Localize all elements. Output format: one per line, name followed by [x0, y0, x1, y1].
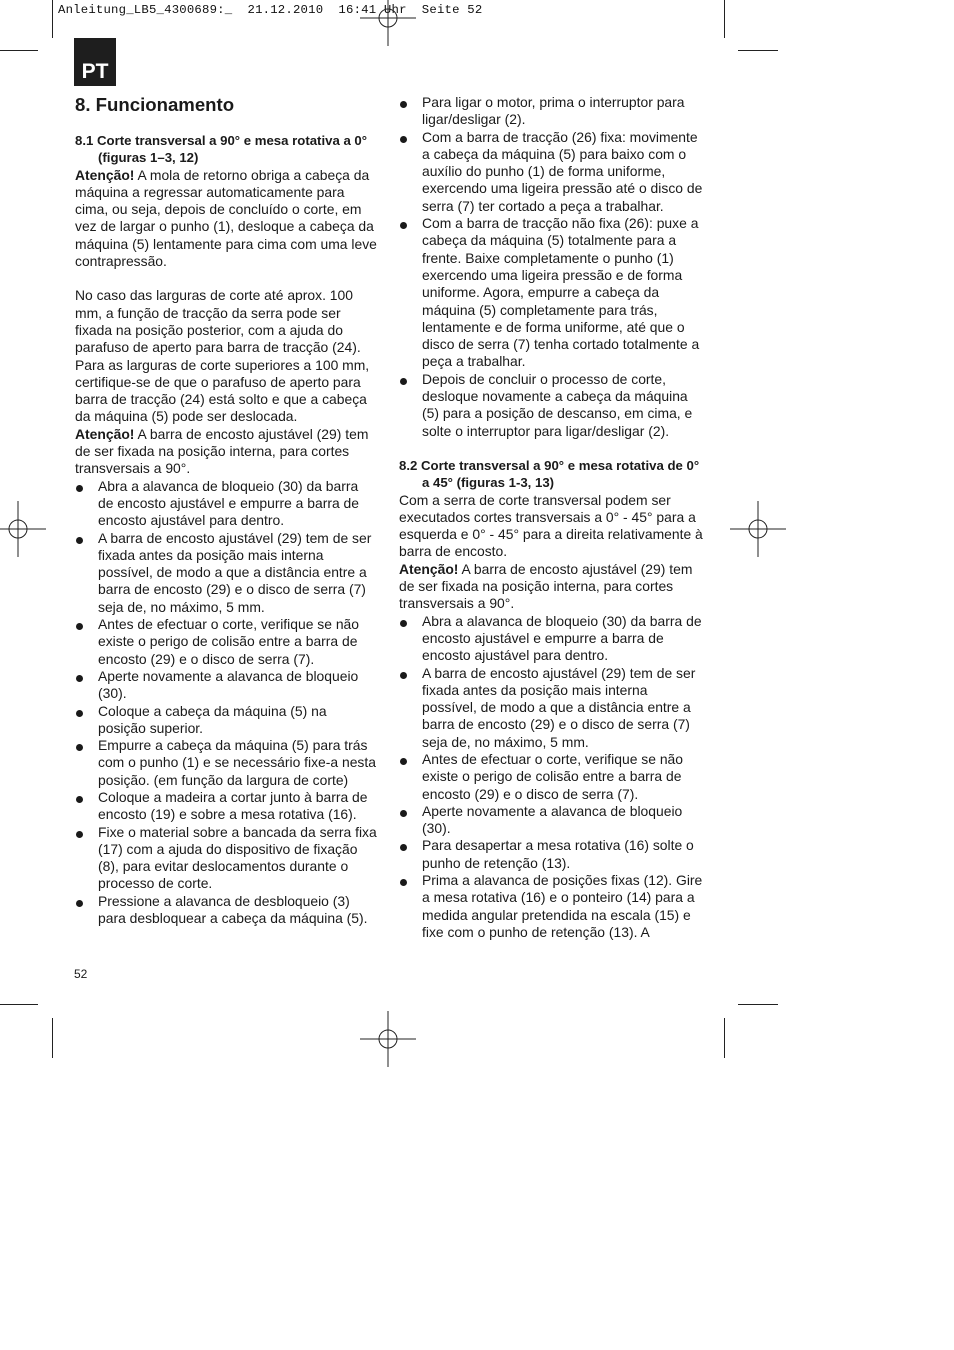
registration-mark-bottom	[360, 1011, 416, 1067]
crop-mark	[724, 1018, 725, 1058]
list-item: Prima a alavanca de posições fixas (12). Gire a mesa rotativa (16) e o ponteiro (14) para a medida angular pretendida na escala (15) e fixe com o punho de retenção (13). A	[399, 872, 705, 941]
list-item: Com a barra de tracção não fixa (26): puxe a cabeça da máquina (5) totalmente para a frente. Baixe completamente o punho (1) exercendo uma ligeira pressão e de forma uniforme. Agora, empurre a cabeça da máquina (5) completamente para trás, lentamente e de forma uniforme, até que o disco de serra (7) tenha cortado totalmente a peça a trabalhar.	[399, 215, 705, 371]
print-header: Anleitung_LB5_4300689:_ 21.12.2010 16:41 Uhr Seite 52	[58, 3, 483, 17]
attention-text: A barra de encosto ajustável (29) tem de ser fixada na posição interna, para cortes transversais a 90°.	[399, 560, 693, 612]
section-title: 8. Funcionamento	[75, 94, 235, 115]
list-item: Pressione a alavanca de desbloqueio (3) para desbloquear a cabeça da máquina (5).	[75, 893, 377, 928]
instruction-list	[399, 94, 705, 440]
attention-text: A barra de encosto ajustável (29) tem de ser fixada na posição interna, para cortes transversais a 90°.	[75, 425, 369, 477]
list-item: Aperte novamente a alavanca de bloqueio (30).	[75, 668, 377, 703]
registration-mark-top	[360, 0, 416, 46]
list-item: Depois de concluir o processo de corte, desloque novamente a cabeça da máquina (5) para a posição de descanso, em cima, e solte o interruptor para ligar/desligar (2).	[399, 371, 705, 440]
registration-mark-right	[730, 501, 786, 557]
crop-mark	[52, 0, 53, 38]
list-item: A barra de encosto ajustável (29) tem de ser fixada antes da posição mais interna possível, de modo a que a distância entre a barra de encosto (29) e o disco de serra (7) seja de, no máximo, 5 mm.	[75, 530, 377, 616]
list-item: Aperte novamente a alavanca de bloqueio (30).	[399, 803, 705, 838]
body-paragraph: No caso das larguras de corte até aprox. 100 mm, a função de tracção da serra pode ser fixada na posição posterior, com a ajuda do parafuso de aperto para barra de tracção (24). Para as larguras de corte superiores a 100 mm, certifique-se de que o parafuso de aperto para barra de tracção (24) está solto e que a cabeça da máquina (5) pode ser deslocada.	[75, 287, 370, 425]
list-item: Para ligar o motor, prima o interruptor para ligar/desligar (2).	[399, 94, 705, 129]
attention-paragraph	[75, 426, 377, 478]
list-item: Empurre a cabeça da máquina (5) para trás com o punho (1) e se necessário fixe-a nesta posição. (em função da largura de corte)	[75, 737, 377, 789]
attention-paragraph	[75, 167, 377, 271]
attention-label: Atenção!	[75, 166, 135, 183]
list-item: Antes de efectuar o corte, verifique se não existe o perigo de colisão entre a barra de encosto (29) e o disco de serra (7).	[399, 751, 705, 803]
list-item: Com a barra de tracção (26) fixa: movimente a cabeça da máquina (5) para baixo com o auxílio do punho (1) de forma uniforme, exercendo uma ligeira pressão até o disco de serra (7) ter cortado a peça a trabalhar.	[399, 129, 705, 215]
registration-mark-left	[0, 501, 46, 557]
crop-mark	[52, 1018, 53, 1058]
list-item: Abra a alavanca de bloqueio (30) da barra de encosto ajustável e empurre a barra de encosto ajustável para dentro.	[399, 613, 705, 665]
list-item: Para desapertar a mesa rotativa (16) solte o punho de retenção (13).	[399, 837, 705, 872]
list-item: Coloque a madeira a cortar junto à barra de encosto (19) e sobre a mesa rotativa (16).	[75, 789, 377, 824]
list-item: Abra a alavanca de bloqueio (30) da barra de encosto ajustável e empurre a barra de encosto ajustável para dentro.	[75, 478, 377, 530]
page-number: 52	[74, 967, 88, 981]
crop-mark	[738, 50, 778, 51]
list-item: A barra de encosto ajustável (29) tem de ser fixada antes da posição mais interna possível, de modo a que a distância entre a barra de encosto (29) e o disco de serra (7) seja de, no máximo, 5 mm.	[399, 665, 705, 751]
attention-label: Atenção!	[75, 425, 135, 442]
list-item: Fixe o material sobre a bancada da serra fixa (17) com a ajuda do dispositivo de fixação (8), para evitar deslocamentos durante o processo de corte.	[75, 824, 377, 893]
instruction-list	[399, 613, 705, 942]
instruction-list	[75, 478, 377, 928]
crop-mark	[724, 0, 725, 38]
language-badge: PT	[74, 38, 116, 86]
list-item: Coloque a cabeça da máquina (5) na posição superior.	[75, 703, 377, 738]
left-column	[75, 94, 377, 927]
attention-label: Atenção!	[399, 560, 459, 577]
crop-mark	[0, 50, 38, 51]
attention-text: A mola de retorno obriga a cabeça da máquina a regressar automaticamente para cima, ou seja, depois de concluído o corte, em vez de largar o punho (1), desloque a cabeça da máquina (5) lentamente para cima com uma leve contrapressão.	[75, 166, 377, 270]
attention-paragraph	[399, 561, 705, 613]
subsection-title-8-1: 8.1 Corte transversal a 90° e mesa rotativa a 0° (figuras 1–3, 12)	[75, 133, 368, 166]
body-paragraph: Com a serra de corte transversal podem ser executados cortes transversais a 0° - 45° para a esquerda e 0° - 45° para a direita relativamente à barra de encosto.	[399, 491, 703, 560]
crop-mark	[738, 1004, 778, 1005]
right-column	[399, 94, 705, 941]
list-item: Antes de efectuar o corte, verifique se não existe o perigo de colisão entre a barra de encosto (29) e o disco de serra (7).	[75, 616, 377, 668]
crop-mark	[0, 1004, 38, 1005]
subsection-title-8-2: 8.2 Corte transversal a 90° e mesa rotativa de 0° a 45° (figuras 1-3, 13)	[399, 457, 700, 491]
